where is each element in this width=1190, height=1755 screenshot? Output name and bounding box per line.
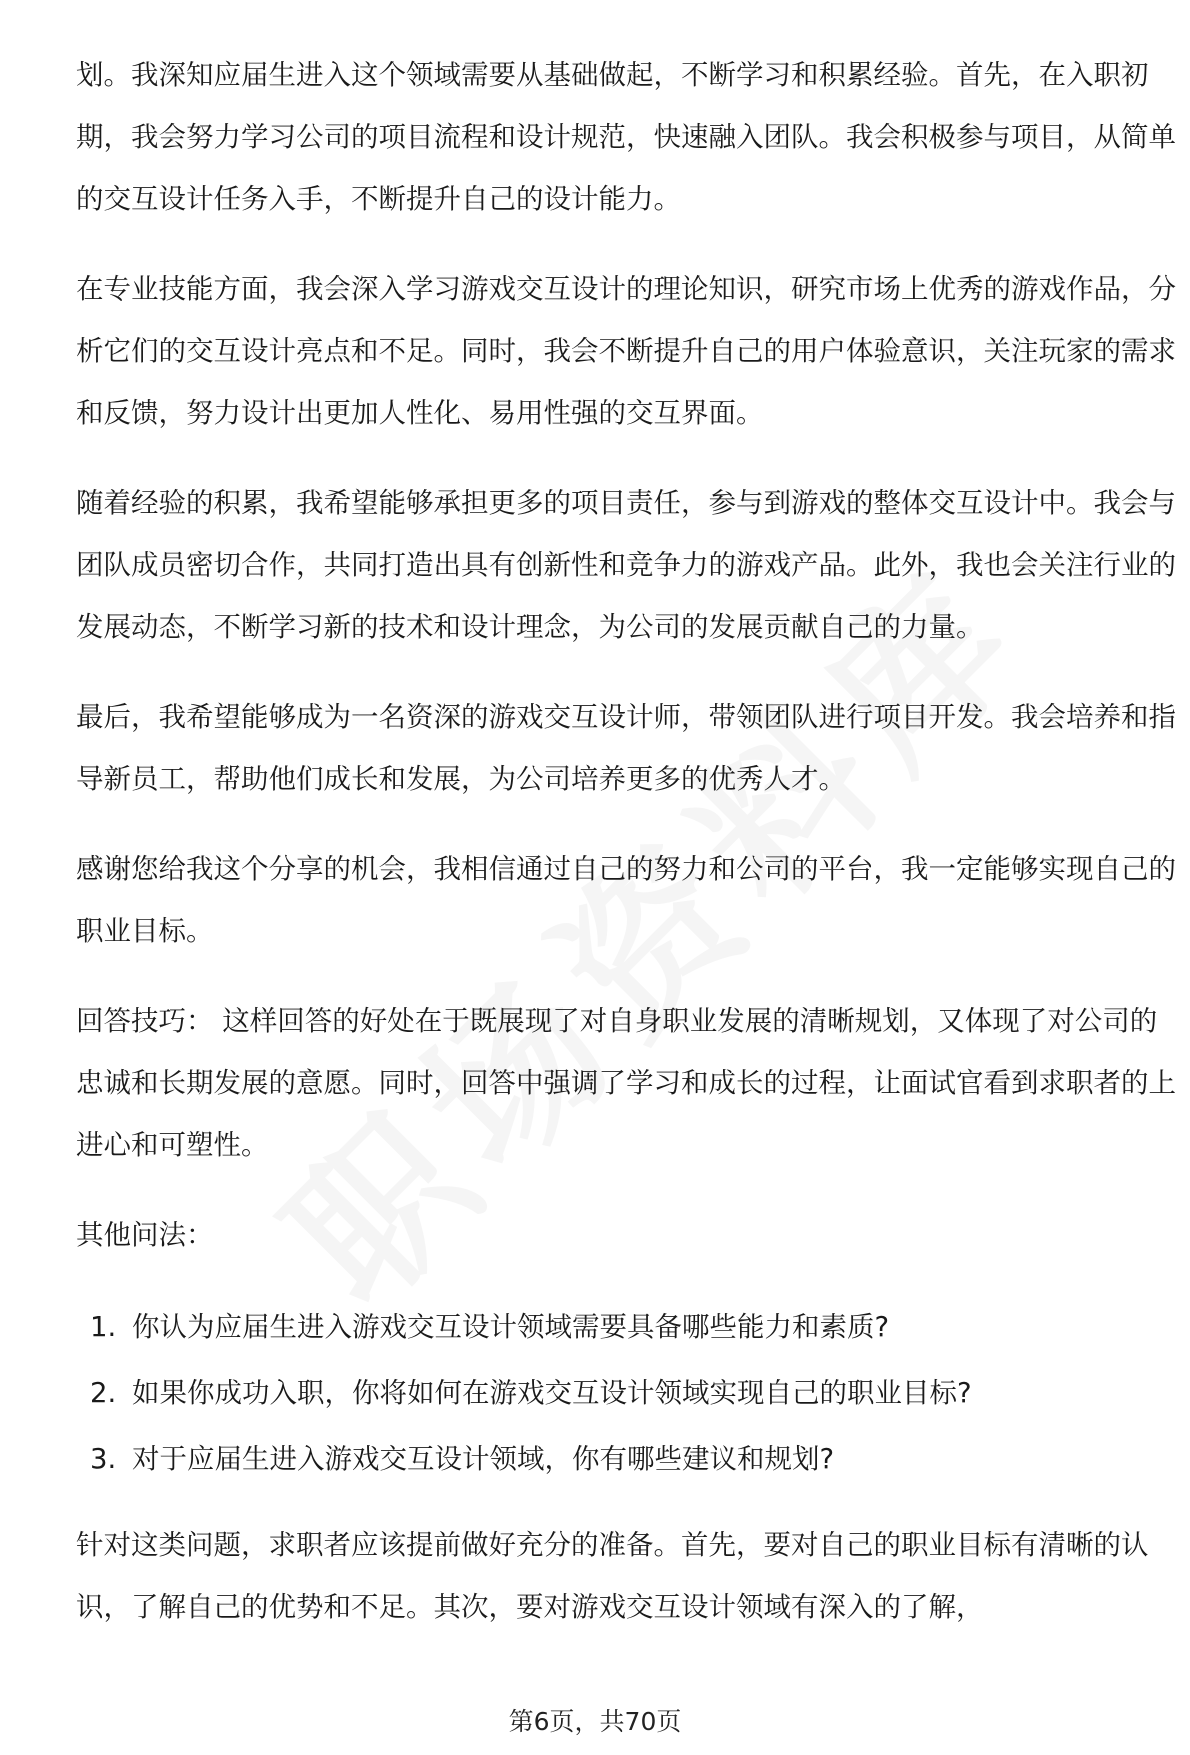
other-questions-heading: 其他问法： [76, 1219, 214, 1251]
document-body [76, 44, 1176, 1666]
list-text: 如果你成功入职，你将如何在游戏交互设计领域实现自己的职业目标? [132, 1377, 972, 1409]
question-list [76, 1294, 1176, 1492]
list-item [76, 1294, 1176, 1360]
paragraph-3: 随着经验的积累，我希望能够承担更多的项目责任，参与到游戏的整体交互设计中。我会与团队成员密切合作，共同打造出具有创新性和竞争力的游戏产品。此外，我也会关注行业的发展动态，不断学习新的技术和设计理念，为公司的发展贡献自己的力量。 [76, 487, 1176, 643]
list-text: 你认为应届生进入游戏交互设计领域需要具备哪些能力和素质? [132, 1311, 890, 1343]
paragraph-1: 划。我深知应届生进入这个领域需要从基础做起，不断学习和积累经验。首先，在入职初期，我会努力学习公司的项目流程和设计规范，快速融入团队。我会积极参与项目，从简单的交互设计任务入手，不断提升自己的设计能力。 [76, 59, 1176, 215]
answer-tips-paragraph: 回答技巧： 这样回答的好处在于既展现了对自身职业发展的清晰规划，又体现了对公司的忠诚和长期发展的意愿。同时，回答中强调了学习和成长的过程，让面试官看到求职者的上进心和可塑性。 [76, 1005, 1176, 1161]
final-paragraph: 针对这类问题，求职者应该提前做好充分的准备。首先，要对自己的职业目标有清晰的认识，了解自己的优势和不足。其次，要对游戏交互设计领域有深入的了解， [76, 1529, 1149, 1623]
paragraph-4: 最后，我希望能够成为一名资深的游戏交互设计师，带领团队进行项目开发。我会培养和指导新员工，帮助他们成长和发展，为公司培养更多的优秀人才。 [76, 701, 1176, 795]
list-text: 对于应届生进入游戏交互设计领域，你有哪些建议和规划? [132, 1443, 835, 1475]
page-number-footer: 第6页，共70页 [508, 1707, 682, 1736]
list-number: 1. [90, 1311, 117, 1343]
paragraph-5: 感谢您给我这个分享的机会，我相信通过自己的努力和公司的平台，我一定能够实现自己的职业目标。 [76, 853, 1176, 947]
list-number: 2. [90, 1377, 117, 1409]
paragraph-2: 在专业技能方面，我会深入学习游戏交互设计的理论知识，研究市场上优秀的游戏作品，分析它们的交互设计亮点和不足。同时，我会不断提升自己的用户体验意识，关注玩家的需求和反馈，努力设计出更加人性化、易用性强的交互界面。 [76, 273, 1176, 429]
list-number: 3. [90, 1443, 117, 1475]
list-item [76, 1426, 1176, 1492]
list-item [76, 1360, 1176, 1426]
